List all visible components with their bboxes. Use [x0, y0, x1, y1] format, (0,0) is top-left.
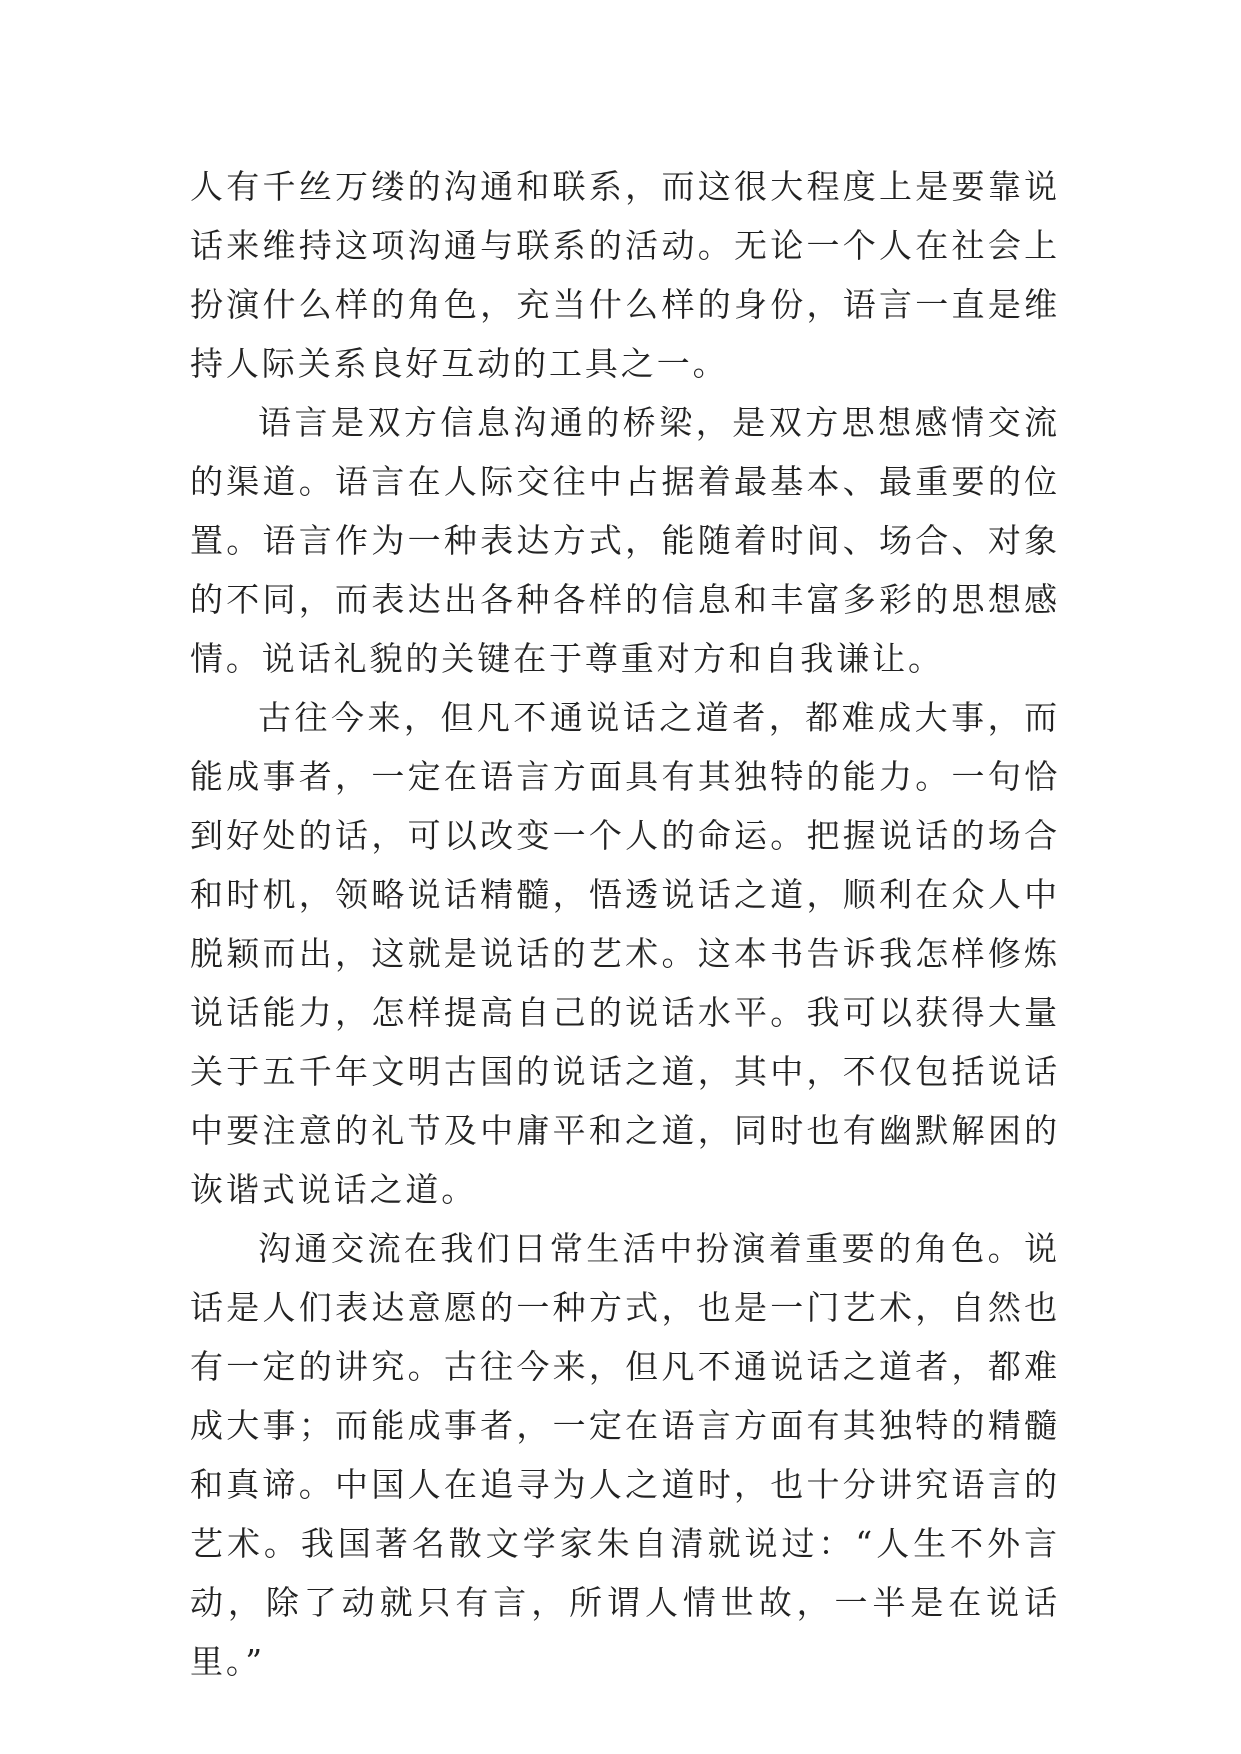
document-body: [190, 157, 1060, 1691]
paragraph-4: 沟通交流在我们日常生活中扮演着重要的角色。说话是人们表达意愿的一种方式，也是一门艺术，自然也有一定的讲究。古往今来，但凡不通说话之道者，都难成大事；而能成事者，一定在语言方面有其独特的精髓和真谛。中国人在追寻为人之道时，也十分讲究语言的艺术。我国著名散文学家朱自清就说过：“人生不外言动，除了动就只有言，所谓人情世故，一半是在说话里。”: [190, 1229, 1060, 1681]
paragraph-2: 语言是双方信息沟通的桥梁，是双方思想感情交流的渠道。语言在人际交往中占据着最基本、最重要的位置。语言作为一种表达方式，能随着时间、场合、对象的不同，而表达出各种各样的信息和丰富多彩的思想感情。说话礼貌的关键在于尊重对方和自我谦让。: [190, 403, 1060, 678]
paragraph-1: 人有千丝万缕的沟通和联系，而这很大程度上是要靠说话来维持这项沟通与联系的活动。无论一个人在社会上扮演什么样的角色，充当什么样的身份，语言一直是维持人际关系良好互动的工具之一。: [190, 167, 1060, 383]
paragraph-3: 古往今来，但凡不通说话之道者，都难成大事，而能成事者，一定在语言方面具有其独特的能力。一句恰到好处的话，可以改变一个人的命运。把握说话的场合和时机，领略说话精髓，悟透说话之道，顺利在众人中脱颖而出，这就是说话的艺术。这本书告诉我怎样修炼说话能力，怎样提高自己的说话水平。我可以获得大量关于五千年文明古国的说话之道，其中，不仅包括说话中要注意的礼节及中庸平和之道，同时也有幽默解困的诙谐式说话之道。: [190, 698, 1060, 1209]
